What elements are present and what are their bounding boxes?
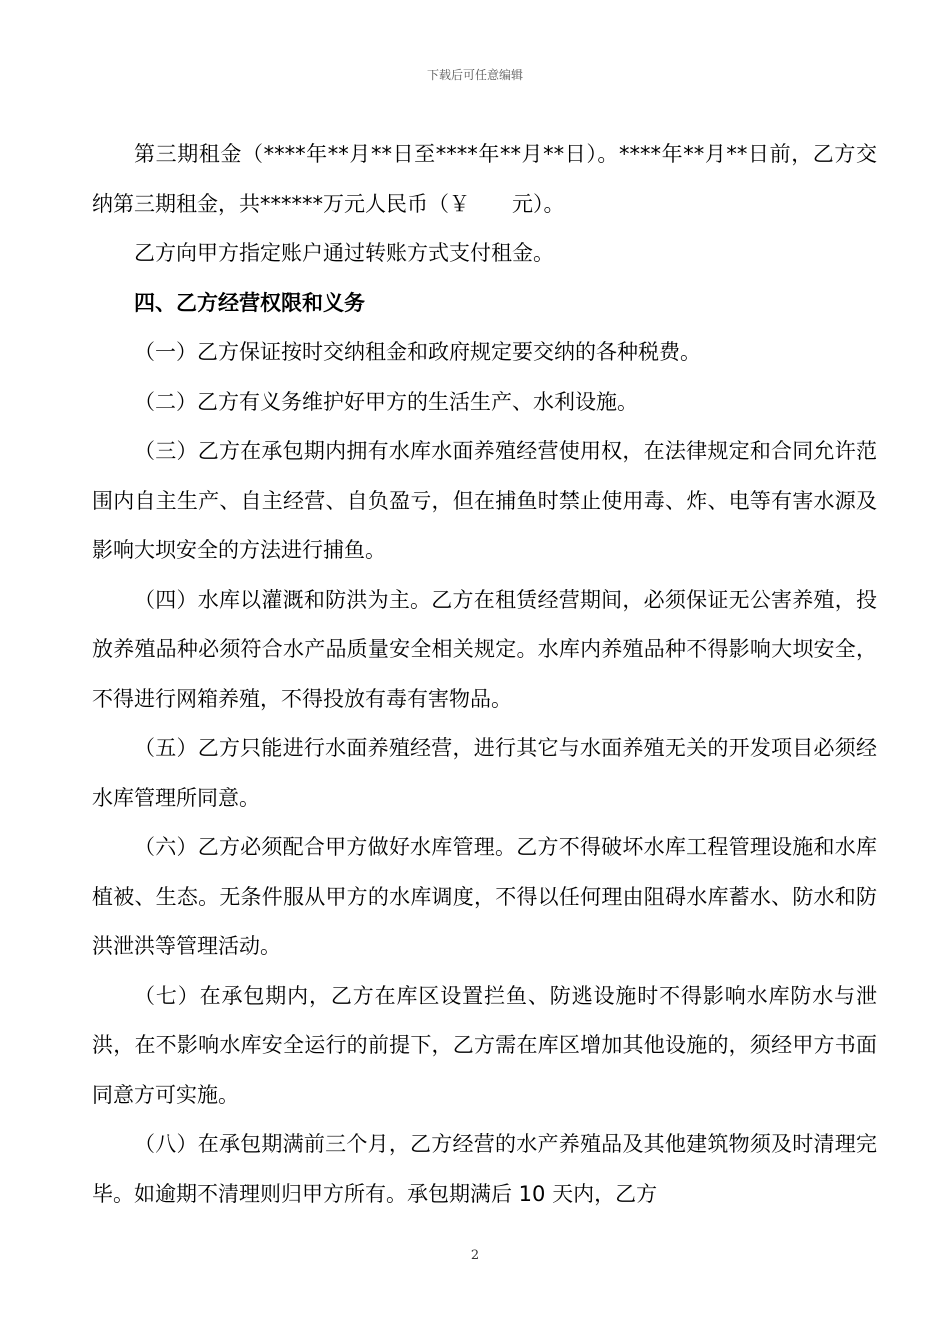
clause-5: （五）乙方只能进行水面养殖经营，进行其它与水面养殖无关的开发项目必须经水库管理所同意。 <box>92 736 877 810</box>
clause-2: （二）乙方有义务维护好甲方的生活生产、水利设施。 <box>134 389 638 414</box>
document-body <box>92 130 877 1219</box>
clause-3: （三）乙方在承包期内拥有水库水面养殖经营使用权，在法律规定和合同允许范围内自主生产、自主经营、自负盈亏，但在捕鱼时禁止使用毒、炸、电等有害水源及影响大坝安全的方法进行捕鱼。 <box>92 439 877 562</box>
section-heading: 四、乙方经营权限和义务 <box>134 290 365 315</box>
clause-1: （一）乙方保证按时交纳租金和政府规定要交纳的各种税费。 <box>134 340 701 364</box>
page-header: 下载后可任意编辑 <box>426 68 523 82</box>
clause-7: （七）在承包期内，乙方在库区设置拦鱼、防逃设施时不得影响水库防水与泄洪，在不影响水库安全运行的前提下，乙方需在库区增加其他设施的，须经甲方书面同意方可实施。 <box>92 983 877 1107</box>
paragraph-payment-method: 乙方向甲方指定账户通过转账方式支付租金。 <box>134 241 554 265</box>
clause-4: （四）水库以灌溉和防洪为主。乙方在租赁经营期间，必须保证无公害养殖，投放养殖品种必须符合水产品质量安全相关规定。水库内养殖品种不得影响大坝安全，不得进行网箱养殖，不得投放有毒有害物品。 <box>92 587 877 711</box>
clause-6: （六）乙方必须配合甲方做好水库管理。乙方不得破坏水库工程管理设施和水库植被、生态。无条件服从甲方的水库调度，不得以任何理由阻碍水库蓄水、防水和防洪泄洪等管理活动。 <box>92 835 877 958</box>
page-number: 2 <box>470 1248 480 1263</box>
clause-8: （八）在承包期满前三个月，乙方经营的水产养殖品及其他建筑物须及时清理完毕。如逾期不清理则归甲方所有。承包期满后 10 天内，乙方 <box>92 1132 877 1206</box>
paragraph-rent-third-period: 第三期租金（****年**月**日至****年**月**日）。****年**月**日前，乙方交纳第三期租金，共******万元人民币（￥ 元）。 <box>92 142 877 216</box>
